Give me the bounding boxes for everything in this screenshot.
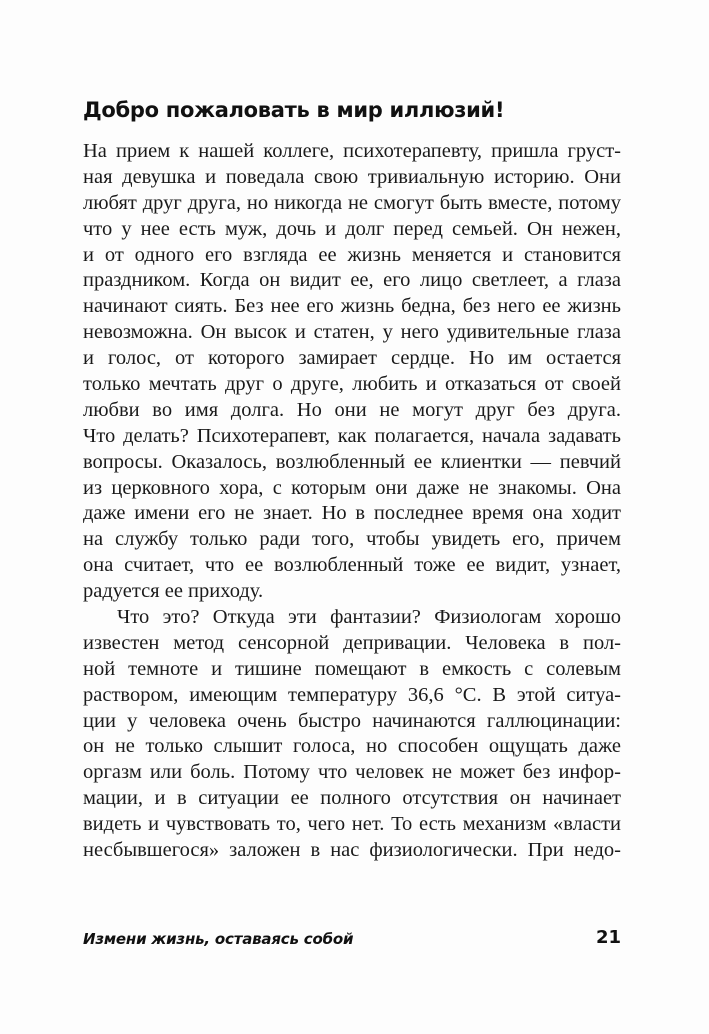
text-line: невозможна. Он высок и статен, у него удивительные глаза [83, 321, 621, 344]
text-line: Что это? Откуда эти фантазии? Физиологам хорошо [117, 606, 621, 629]
text-line: вопросы. Оказалось, возлюбленный ее клиентки — певчий [83, 450, 621, 473]
text-line: оргазм или боль. Потому что человек не может без инфор- [83, 761, 621, 784]
text-line: она считает, что ее возлюбленный тоже ее видит, узнает, [83, 554, 621, 577]
text-line: видеть и чувствовать то, чего нет. То есть механизм «власти [83, 813, 621, 836]
text-line: он не только слышит голоса, но способен ощущать даже [83, 735, 621, 758]
text-line: Что делать? Психотерапевт, как полагается, начала задавать [83, 424, 621, 447]
text-line: даже имени его не знает. Но в последнее время она ходит [83, 502, 621, 525]
section-heading: Добро пожаловать в мир иллюзий! [83, 98, 505, 122]
text-line: и голос, от которого замирает сердце. Но им остается [83, 347, 621, 370]
page-number: 21 [595, 927, 621, 948]
text-line: из церковного хора, с которым они даже не знакомы. Она [83, 476, 621, 499]
body-text [83, 139, 621, 864]
text-line: ции у человека очень быстро начинаются галлюцинации: [83, 709, 621, 732]
paragraph-2 [83, 605, 621, 864]
paragraph-1 [83, 139, 621, 605]
text-line: на службу только ради того, чтобы увидеть его, причем [83, 528, 621, 551]
text-line: что у нее есть муж, дочь и долг перед семьей. Он нежен, [83, 217, 621, 240]
text-line: любви во имя долга. Но они не могут друг без друга. [83, 398, 621, 421]
text-line: раствором, имеющим температуру 36,6 °С. В этой ситуа- [83, 683, 621, 706]
running-footer-title: Измени жизнь, оставаясь собой [83, 930, 354, 948]
text-line: и от одного его взгляда ее жизнь меняется и становится [83, 243, 621, 266]
text-line: несбывшегося» заложен в нас физиологически. При недо- [83, 839, 621, 862]
text-line: мации, и в ситуации ее полного отсутствия он начинает [83, 787, 621, 810]
text-line: На прием к нашей коллеге, психотерапевту, пришла груст- [83, 140, 621, 162]
text-line: начинают сиять. Без нее его жизнь бедна, без него ее жизнь [83, 295, 621, 318]
text-line: известен метод сенсорной депривации. Человека в пол- [83, 631, 621, 654]
text-line: ная девушка и поведала свою тривиальную историю. Они [83, 165, 621, 188]
text-line: любят друг друга, но никогда не смогут быть вместе, потому [83, 191, 621, 214]
text-line: радуется ее приходу. [83, 580, 264, 603]
text-line: праздником. Когда он видит ее, его лицо светлеет, а глаза [83, 269, 621, 292]
text-line: только мечтать друг о друге, любить и отказаться от своей [83, 373, 621, 396]
text-line: ной темноте и тишине помещают в емкость с солевым [83, 657, 621, 680]
